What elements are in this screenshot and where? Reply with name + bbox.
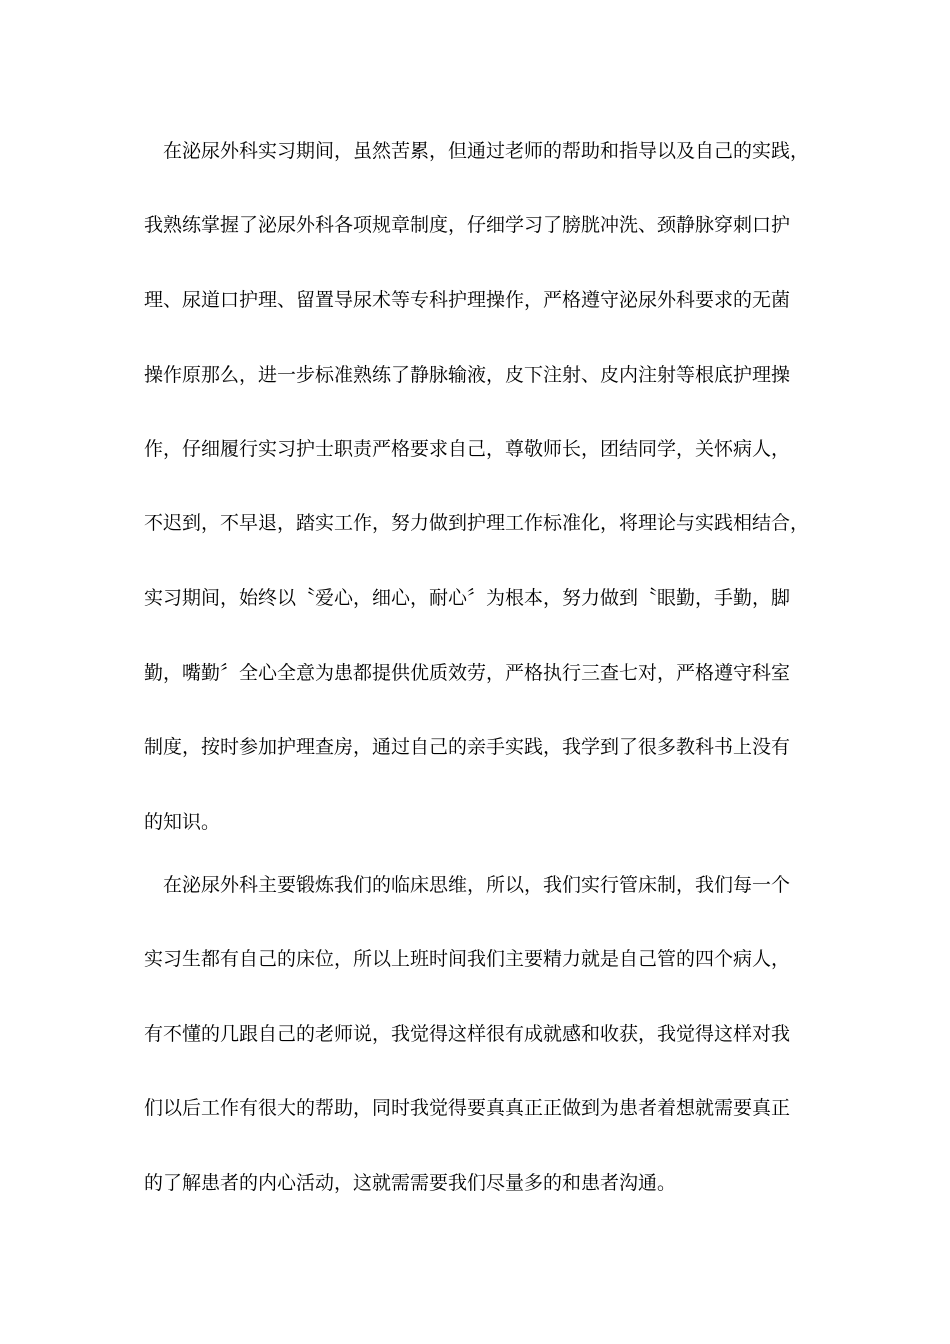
paragraph-line: 在泌尿外科实习期间，虽然苦累，但通过老师的帮助和指导以及自己的实践， <box>163 140 810 162</box>
paragraph-line: 勤，嘴勤〞全心全意为患都提供优质效劳，严格执行三查七对，严格遵守科室 <box>144 662 791 684</box>
paragraph-line: 的知识。 <box>144 811 221 833</box>
paragraph-line: 有不懂的几跟自己的老师说，我觉得这样很有成就感和收获，我觉得这样对我 <box>144 1023 791 1045</box>
paragraph-line: 不迟到，不早退，踏实工作，努力做到护理工作标准化，将理论与实践相结合， <box>144 512 810 534</box>
paragraph-line: 们以后工作有很大的帮助，同时我觉得要真真正正做到为患者着想就需要真正 <box>144 1097 791 1119</box>
paragraph-line: 的了解患者的内心活动，这就需需要我们尽量多的和患者沟通。 <box>144 1172 677 1194</box>
paragraph-line: 作，仔细履行实习护士职责严格要求自己，尊敬师长，团结同学，关怀病人， <box>144 438 791 460</box>
paragraph-line: 我熟练掌握了泌尿外科各项规章制度，仔细学习了膀胱冲洗、颈静脉穿刺口护 <box>144 214 791 236</box>
paragraph-line: 理、尿道口护理、留置导尿术等专科护理操作，严格遵守泌尿外科要求的无菌 <box>144 289 791 311</box>
paragraph-line: 在泌尿外科主要锻炼我们的临床思维，所以，我们实行管床制，我们每一个 <box>163 874 791 896</box>
paragraph-line: 制度，按时参加护理查房，通过自己的亲手实践，我学到了很多教科书上没有 <box>144 736 791 758</box>
paragraph-line: 实习生都有自己的床位，所以上班时间我们主要精力就是自己管的四个病人， <box>144 948 791 970</box>
paragraph-line: 操作原那么，进一步标准熟练了静脉输液，皮下注射、皮内注射等根底护理操 <box>144 364 791 386</box>
paragraph-line: 实习期间，始终以〝爱心，细心，耐心〞为根本，努力做到〝眼勤，手勤，脚 <box>144 587 791 609</box>
